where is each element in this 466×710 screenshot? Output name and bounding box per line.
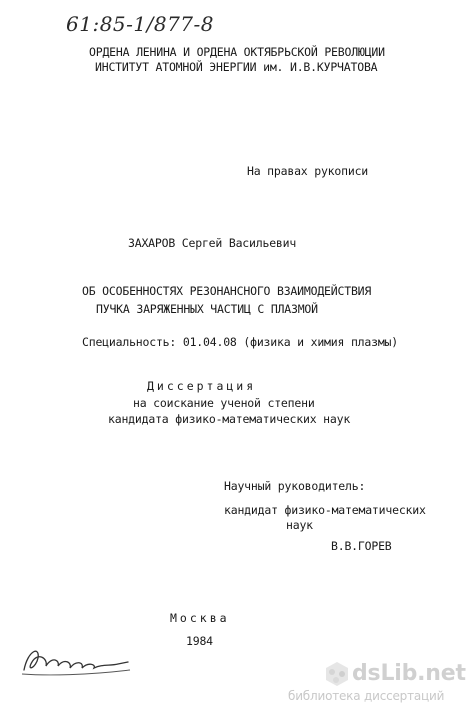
- dissertation-heading: Диссертация: [147, 379, 257, 393]
- dissertation-degree-line-2: кандидата физико-математических наук: [108, 412, 351, 426]
- institution-line-2: ИНСТИТУТ АТОМНОЙ ЭНЕРГИИ им. И.В.КУРЧАТОВА: [95, 60, 378, 74]
- dissertation-degree-line-1: на соискание ученой степени: [133, 396, 315, 410]
- handwritten-signature: [18, 640, 138, 680]
- supervisor-label: Научный руководитель:: [224, 479, 366, 493]
- author-name: ЗАХАРОВ Сергей Васильевич: [128, 236, 297, 250]
- supervisor-name: В.В.ГОРЕВ: [331, 539, 392, 553]
- city: Москва: [170, 611, 230, 625]
- supervisor-degree-line-2: наук: [286, 518, 313, 532]
- supervisor-degree-line-1: кандидат физико-математических: [224, 503, 426, 517]
- dissertation-title-line-1: ОБ ОСОБЕННОСТЯХ РЕЗОНАНСНОГО ВЗАИМОДЕЙСТВИЯ: [82, 284, 372, 298]
- institution-line-1: ОРДЕНА ЛЕНИНА И ОРДЕНА ОКТЯБРЬСКОЙ РЕВОЛЮЦИИ: [89, 45, 385, 59]
- dissertation-title-line-2: ПУЧКА ЗАРЯЖЕННЫХ ЧАСТИЦ С ПЛАЗМОЙ: [96, 302, 318, 316]
- year: 1984: [186, 634, 213, 648]
- watermark-subtitle: библиотека диссертаций: [288, 689, 445, 703]
- handwritten-catalog-number: 61:85-1/877-8: [66, 12, 215, 36]
- specialty-line: Специальность: 01.04.08 (физика и химия плазмы): [82, 335, 399, 349]
- watermark-brand: dsLib.net: [352, 661, 466, 686]
- manuscript-rights-note: На правах рукописи: [247, 164, 369, 178]
